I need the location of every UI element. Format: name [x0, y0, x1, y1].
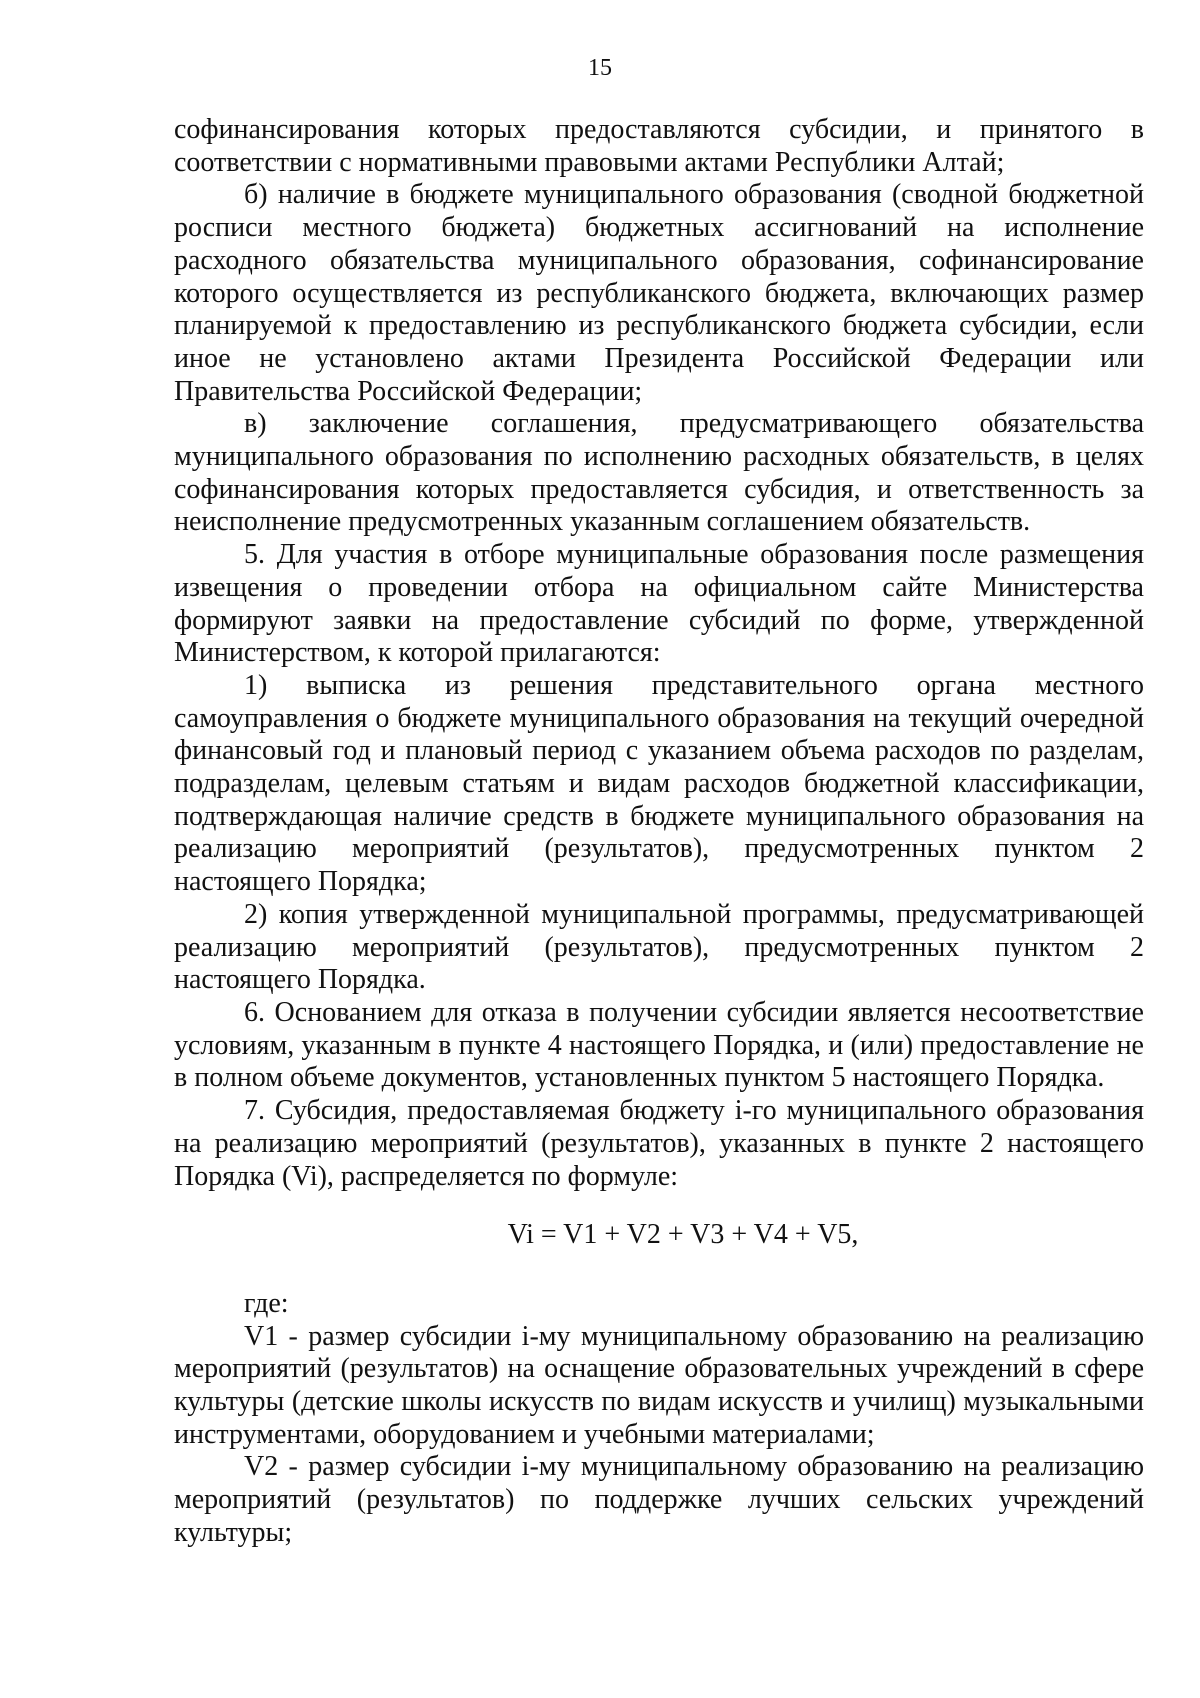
paragraph-item-7: 7. Субсидия, предоставляемая бюджету i-го муниципального образования на реализацию мероприятий (результатов), указанных в пункте 2 настоящего Порядка (Vi), распределяется по формуле: [174, 1095, 1144, 1192]
paragraph-item-5-1: 1) выписка из решения представительного органа местного самоуправления о бюджете муниципального образования на текущий очередной финансовый год и плановый период с указанием объема расходов по разделам, подразделам, целевым статьям и видам расходов бюджетной классификации, подтверждающая наличие средств в бюджете муниципального образования на реализацию мероприятий (результатов), предусмотренных пунктом 2 настоящего Порядка; [174, 669, 1144, 898]
paragraph-condition-v: в) заключение соглашения, предусматривающего обязательства муниципального образования по исполнению расходных обязательств, в целях софинансирования которых предоставляется субсидия, и ответственность за неисполнение предусмотренных указанным соглашением обязательств. [174, 408, 1144, 538]
paragraph-continuation: софинансирования которых предоставляются субсидии, и принятого в соответствии с нормативными правовыми актами Республики Алтай; [174, 114, 1144, 178]
paragraph-condition-b: б) наличие в бюджете муниципального образования (сводной бюджетной росписи местного бюджета) бюджетных ассигнований на исполнение расходного обязательства муниципального образования, софинансирование которого осуществляется из республиканского бюджета, включающих размер планируемой к предоставлению из республиканского бюджета субсидии, если иное не установлено актами Президента Российской Федерации или Правительства Российской Федерации; [174, 179, 1144, 407]
paragraph-item-5: 5. Для участия в отборе муниципальные образования после размещения извещения о проведении отбора на официальном сайте Министерства формируют заявки на предоставление субсидий по форме, утвержденной Министерством, к которой прилагаются: [174, 539, 1144, 669]
paragraph-item-5-2: 2) копия утвержденной муниципальной программы, предусматривающей реализацию мероприятий (результатов), предусмотренных пунктом 2 настоящего Порядка. [174, 898, 1144, 996]
paragraph-item-6: 6. Основанием для отказа в получении субсидии является несоответствие условиям, указанным в пункте 4 настоящего Порядка, и (или) предоставление не в полном объеме документов, установленных пунктом 5 настоящего Порядка. [174, 996, 1144, 1094]
where-label: где: [244, 1287, 289, 1319]
definition-v1: V1 - размер субсидии i-му муниципальному образованию на реализацию мероприятий (результатов) на оснащение образовательных учреждений в сфере культуры (детские школы искусств по видам искусств и училищ) музыкальными инструментами, оборудованием и учебными материалами; [174, 1320, 1144, 1450]
formula: Vi = V1 + V2 + V3 + V4 + V5, [507, 1219, 859, 1251]
page-number: 15 [588, 55, 612, 81]
document-body [174, 114, 1144, 1550]
definition-v2: V2 - размер субсидии i-му муниципальному образованию на реализацию мероприятий (результатов) по поддержке лучших сельских учреждений культуры; [174, 1451, 1144, 1548]
